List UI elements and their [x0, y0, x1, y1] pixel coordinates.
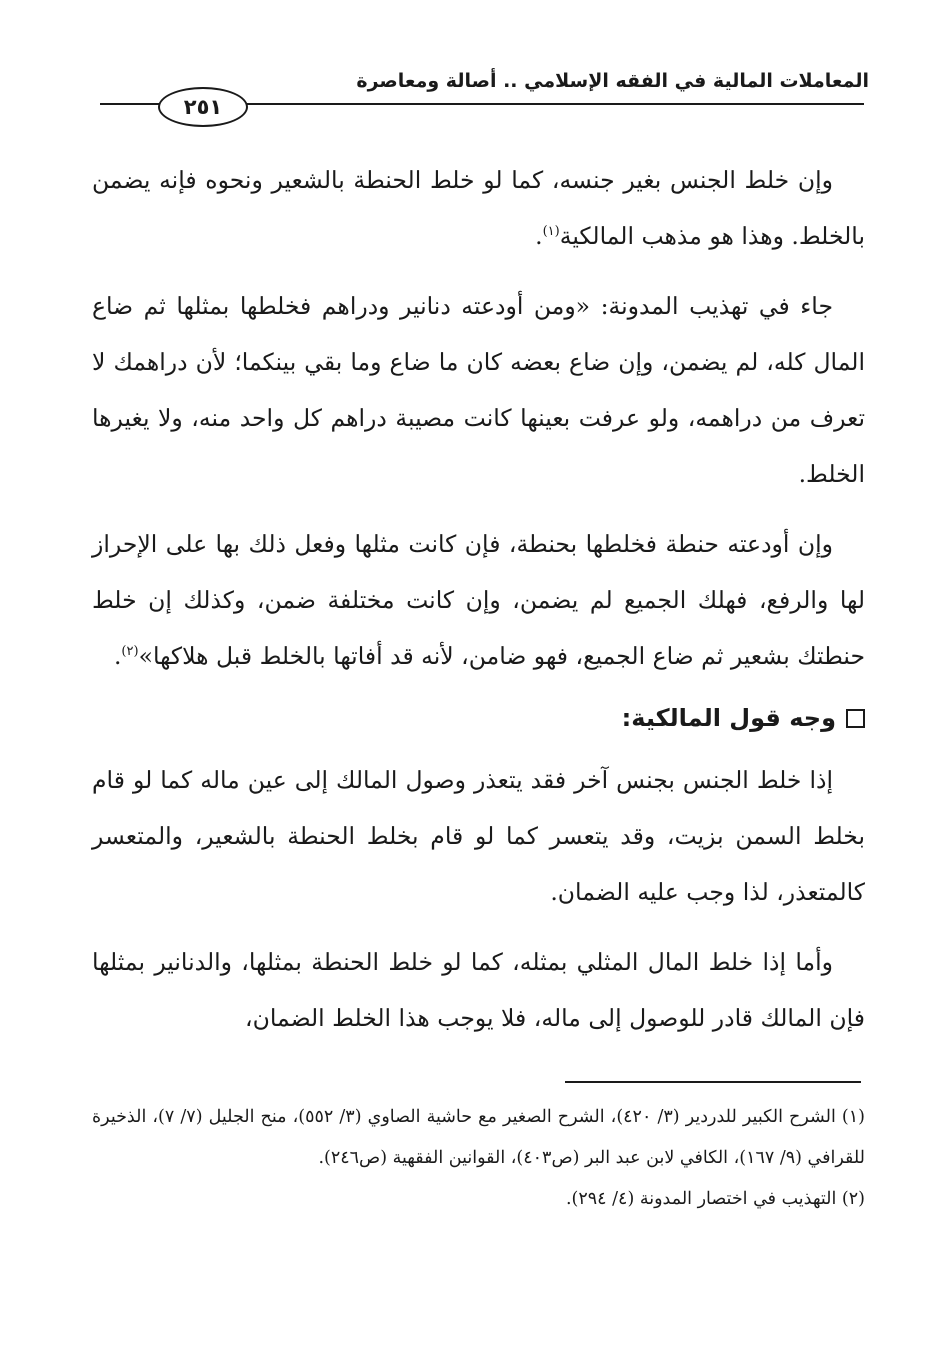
square-bullet-icon	[846, 709, 865, 728]
page-number: ٢٥١	[158, 87, 248, 127]
footnotes	[92, 1097, 865, 1220]
footnote-ref-1: (١)	[542, 224, 560, 240]
section-heading	[92, 698, 865, 738]
paragraph-4: إذا خلط الجنس بجنس آخر فقد يتعذر وصول المالك إلى عين ماله كما لو قام بخلط السمن بزيت، وقد يتعسر كما لو قام بخلط الحنطة بالشعير، والمتعسر كالمتعذر، لذا وجب عليه الضمان.	[92, 766, 865, 906]
paragraph-3: وإن أودعته حنطة فخلطها بحنطة، فإن كانت مثلها وفعل ذلك بها على الإحراز لها والرفع، فهلك الجميع لم يضمن، وإن كانت مختلفة ضمن، وكذلك إن خلط حنطتك بشعير ثم ضاع الجميع، فهو ضامن، لأنه قد أفاتها بالخلط قبل هلاكها»$^{(٢)}$.	[92, 530, 865, 670]
paragraph-1: وإن خلط الجنس بغير جنسه، كما لو خلط الحنطة بالشعير ونحوه فإنه يضمن بالخلط. وهذا هو مذهب المالكية$^{(١)}$.	[92, 166, 865, 250]
paragraph-5: وأما إذا خلط المال المثلي بمثله، كما لو خلط الحنطة بمثلها، والدنانير بمثلها فإن المالك قادر للوصول إلى ماله، فلا يوجب هذا الخلط الضمان،	[92, 948, 865, 1032]
footnote-separator	[565, 1081, 861, 1083]
main-text	[92, 152, 865, 1060]
section-heading-text: وجه قول المالكية:	[621, 704, 836, 732]
footnote-1: (١) الشرح الكبير للدردير (٣/ ٤٢٠)، الشرح الصغير مع حاشية الصاوي (٣/ ٥٥٢)، منح الجليل (٧/ ٧)، الذخيرة للقرافي (٩/ ١٦٧)، الكافي لابن عبد البر (ص٤٠٣)، القوانين الفقهية (ص٢٤٦).	[92, 1107, 865, 1168]
footnote-ref-2: (٢)	[121, 644, 139, 660]
paragraph-2: جاء في تهذيب المدونة: «ومن أودعته دنانير ودراهم فخلطها بمثلها ثم ضاع المال كله، لم يضمن، وإن ضاع بعضه كان ما ضاع وما بقي بينكما؛ لأن دراهمك لا تعرف من دراهمه، ولو عرفت بعينها كانت مصيبة دراهم كل واحد منه، ولا يغيرها الخلط.	[92, 292, 865, 488]
footnote-2: (٢) التهذيب في اختصار المدونة (٤/ ٢٩٤).	[565, 1189, 865, 1209]
running-title: المعاملات المالية في الفقه الإسلامي .. أصالة ومعاصرة	[356, 70, 869, 92]
